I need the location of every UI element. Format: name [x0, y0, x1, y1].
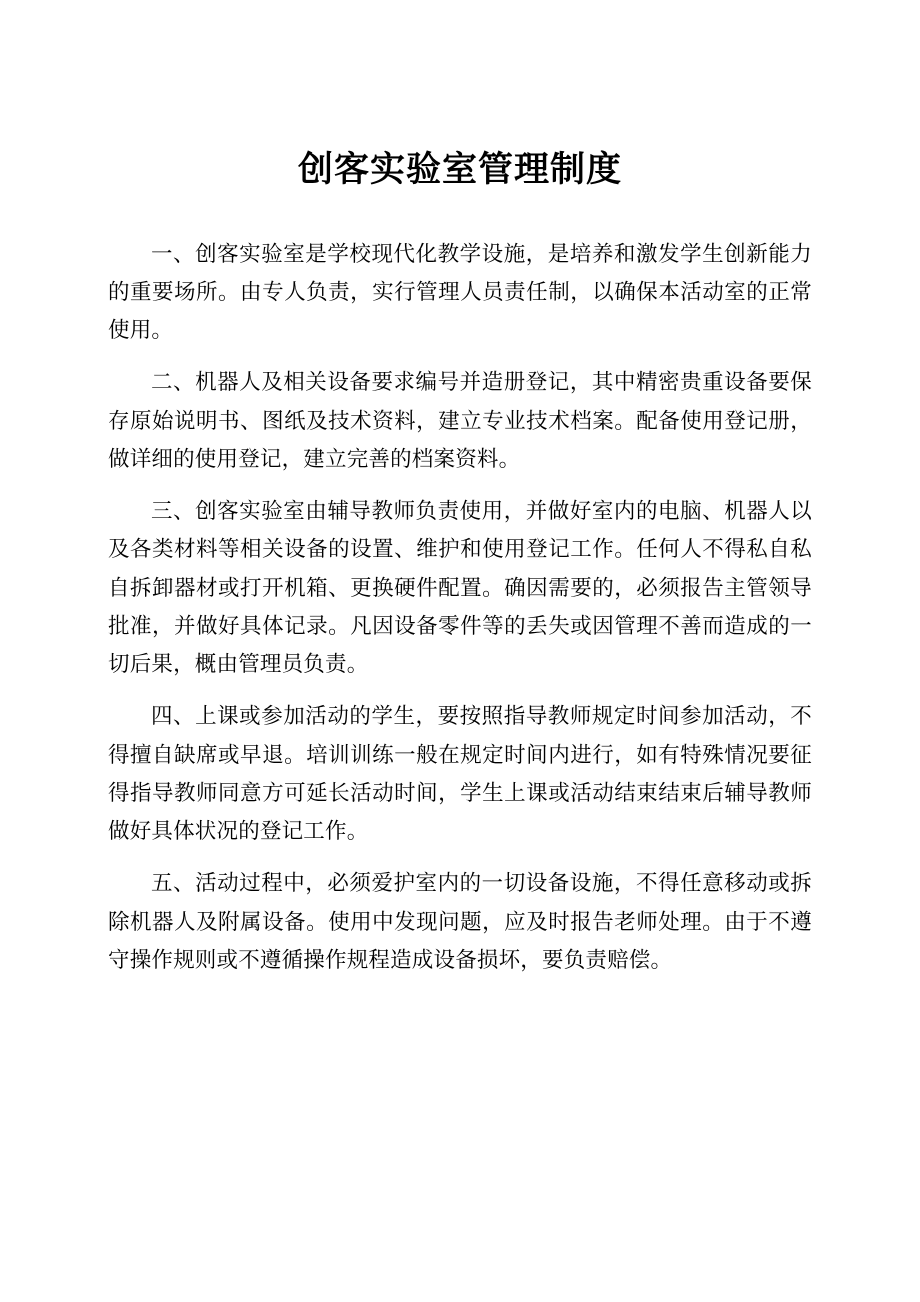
paragraph-3: 三、创客实验室由辅导教师负责使用，并做好室内的电脑、机器人以及各类材料等相关设备的设置、维护和使用登记工作。任何人不得私自私自拆卸器材或打开机箱、更换硬件配置。确因需要的，必须报告主管领导批准，并做好具体记录。凡因设备零件等的丢失或因管理不善而造成的一切后果，概由管理员负责。 [108, 499, 812, 678]
paragraph-1: 一、创客实验室是学校现代化教学设施，是培养和激发学生创新能力的重要场所。由专人负责，实行管理人员责任制，以确保本活动室的正常使用。 [108, 241, 812, 344]
paragraph-4: 四、上课或参加活动的学生，要按照指导教师规定时间参加活动，不得擅自缺席或早退。培训训练一般在规定时间内进行，如有特殊情况要征得指导教师同意方可延长活动时间，学生上课或活动结束结束后辅导教师做好具体状况的登记工作。 [108, 704, 812, 845]
paragraph-2: 二、机器人及相关设备要求编号并造册登记，其中精密贵重设备要保存原始说明书、图纸及技术资料，建立专业技术档案。配备使用登记册，做详细的使用登记，建立完善的档案资料。 [108, 370, 812, 472]
document-body [108, 236, 812, 981]
page-title: 创客实验室管理制度 [297, 150, 622, 190]
paragraph-5: 五、活动过程中，必须爱护室内的一切设备设施，不得任意移动或拆除机器人及附属设备。使用中发现问题，应及时报告老师处理。由于不遵守操作规则或不遵循操作规程造成设备损坏，要负责赔偿。 [108, 871, 812, 974]
